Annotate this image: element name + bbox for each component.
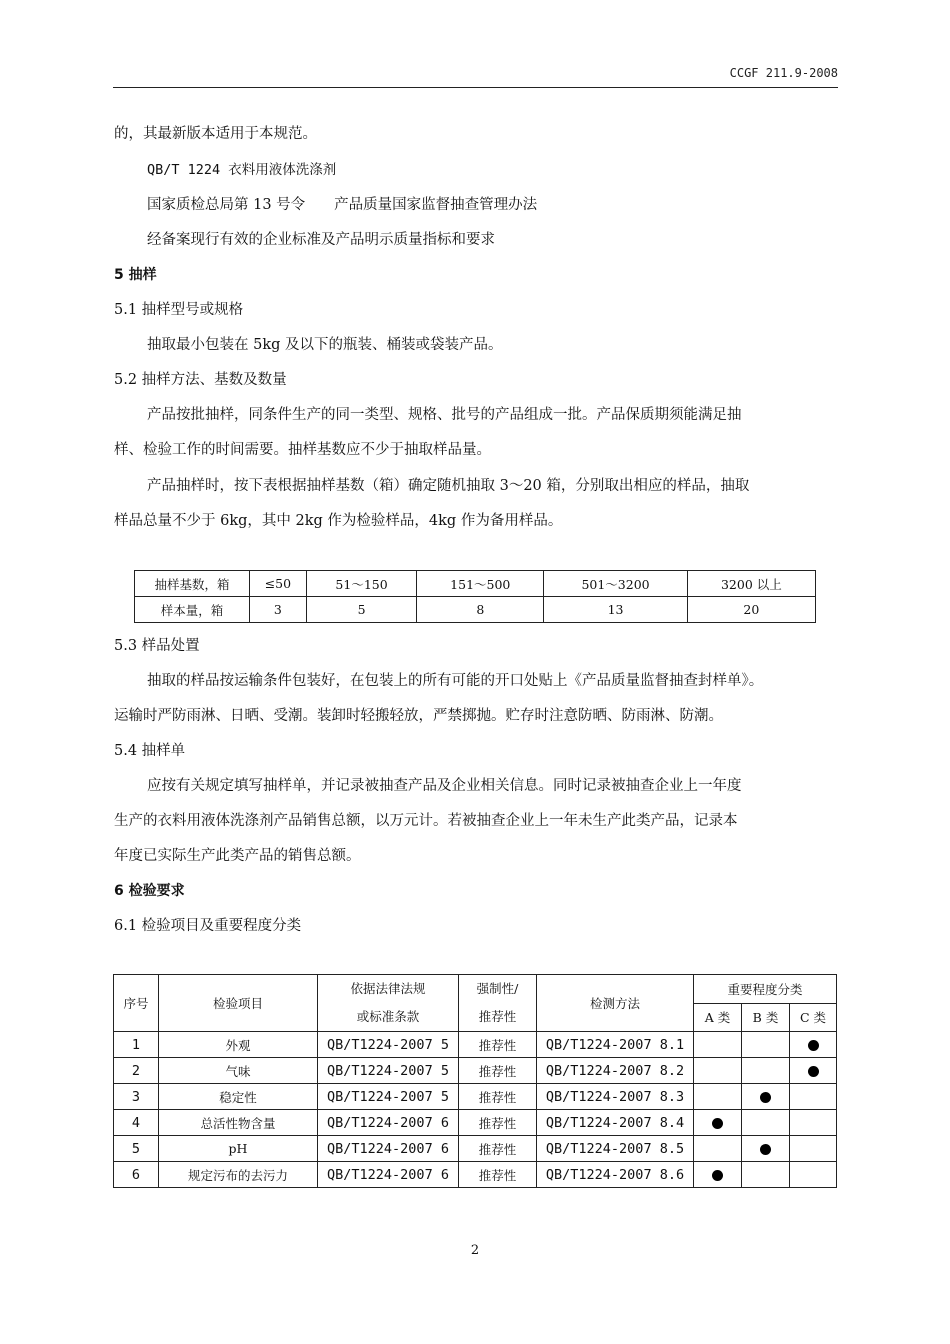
range-cell: 151～500 — [417, 571, 544, 597]
class-a-cell — [694, 1110, 742, 1136]
class-c-cell — [790, 1110, 837, 1136]
class-a-cell — [694, 1162, 742, 1188]
table-row — [135, 571, 816, 597]
class-c-cell — [790, 1032, 837, 1058]
section-5-1-text: 抽取最小包装在 5kg 及以下的瓶装、桶装或袋装产品。 — [147, 337, 503, 353]
section-5-3-heading: 5.3 样品处置 — [114, 638, 200, 654]
intro-text: 的，其最新版本适用于本规范。 — [114, 126, 317, 142]
row-no: 5 — [114, 1136, 159, 1162]
row-method: QB/T1224-2007 8.1 — [537, 1032, 694, 1058]
row-no: 3 — [114, 1084, 159, 1110]
class-b-cell — [742, 1032, 790, 1058]
sample-size-label: 样本量，箱 — [135, 597, 250, 623]
size-cell: 3 — [250, 597, 307, 623]
header-nature-line2: 推荐性 — [478, 1009, 517, 1024]
section-5-2-heading: 5.2 抽样方法、基数及数量 — [114, 372, 287, 388]
header-class-c: C 类 — [790, 1003, 837, 1032]
header-class-b: B 类 — [742, 1003, 790, 1032]
filled-circle-icon — [808, 1066, 819, 1077]
row-basis: QB/T1224-2007 6 — [318, 1136, 459, 1162]
table-row — [114, 1058, 837, 1084]
size-cell: 13 — [544, 597, 687, 623]
table-row — [114, 1084, 837, 1110]
class-b-cell — [742, 1110, 790, 1136]
section-5-3-line1: 抽取的样品按运输条件包装好，在包装上的所有可能的开口处贴上《产品质量监督抽查封样单》。 — [147, 673, 764, 689]
section-5-4-line3: 年度已实际生产此类产品的销售总额。 — [114, 848, 361, 864]
header-rule — [113, 87, 838, 88]
row-method: QB/T1224-2007 8.3 — [537, 1084, 694, 1110]
header-basis-line1: 依据法律法规 — [350, 981, 426, 996]
reference-enterprise-standard: 经备案现行有效的企业标准及产品明示质量指标和要求 — [147, 232, 495, 248]
section-5-4-line1: 应按有关规定填写抽样单，并记录被抽查产品及企业相关信息。同时记录被抽查企业上一年度 — [147, 778, 742, 794]
reference-qbt1224: QB/T 1224 衣料用液体洗涤剂 — [147, 162, 337, 178]
size-cell: 20 — [687, 597, 815, 623]
row-item: 规定污布的去污力 — [159, 1162, 318, 1188]
row-no: 2 — [114, 1058, 159, 1084]
row-basis: QB/T1224-2007 6 — [318, 1162, 459, 1188]
table-row — [114, 1162, 837, 1188]
header-basis — [318, 975, 459, 1032]
class-a-cell — [694, 1084, 742, 1110]
filled-circle-icon — [712, 1170, 723, 1181]
section-6-1-heading: 6.1 检验项目及重要程度分类 — [114, 918, 302, 934]
row-no: 1 — [114, 1032, 159, 1058]
range-cell: 501～3200 — [544, 571, 687, 597]
table-row — [114, 1032, 837, 1058]
row-method: QB/T1224-2007 8.5 — [537, 1136, 694, 1162]
row-nature: 推荐性 — [459, 1084, 537, 1110]
inspection-items-table — [113, 974, 837, 1188]
document-code: CCGF 211.9-2008 — [729, 66, 838, 80]
section-5-1-heading: 5.1 抽样型号或规格 — [114, 302, 244, 318]
class-b-cell — [742, 1058, 790, 1084]
row-item: 外观 — [159, 1032, 318, 1058]
section-6-heading: 6 检验要求 — [114, 883, 185, 899]
sample-base-label: 抽样基数，箱 — [135, 571, 250, 597]
row-method: QB/T1224-2007 8.6 — [537, 1162, 694, 1188]
filled-circle-icon — [808, 1040, 819, 1051]
header-class-a: A 类 — [694, 1003, 742, 1032]
row-item: 气味 — [159, 1058, 318, 1084]
row-no: 6 — [114, 1162, 159, 1188]
class-a-cell — [694, 1058, 742, 1084]
class-a-cell — [694, 1032, 742, 1058]
section-5-4-line2: 生产的衣料用液体洗涤剂产品销售总额，以万元计。若被抽查企业上一年未生产此类产品，记录本 — [114, 813, 738, 829]
filled-circle-icon — [712, 1118, 723, 1129]
page-number: 2 — [470, 1243, 480, 1258]
header-item: 检验项目 — [159, 975, 318, 1032]
filled-circle-icon — [760, 1092, 771, 1103]
section-5-2-para1-line2: 样、检验工作的时间需要。抽样基数应不少于抽取样品量。 — [114, 442, 491, 458]
header-no: 序号 — [114, 975, 159, 1032]
table-row — [114, 1110, 837, 1136]
inspection-rows — [114, 1032, 837, 1188]
section-5-2-para2-line2: 样品总量不少于 6kg，其中 2kg 作为检验样品，4kg 作为备用样品。 — [114, 513, 563, 529]
row-basis: QB/T1224-2007 5 — [318, 1032, 459, 1058]
row-nature: 推荐性 — [459, 1110, 537, 1136]
class-c-cell — [790, 1136, 837, 1162]
class-b-cell — [742, 1084, 790, 1110]
row-basis: QB/T1224-2007 6 — [318, 1110, 459, 1136]
class-c-cell — [790, 1162, 837, 1188]
row-basis: QB/T1224-2007 5 — [318, 1058, 459, 1084]
class-b-cell — [742, 1162, 790, 1188]
section-5-heading: 5 抽样 — [114, 267, 157, 283]
row-nature: 推荐性 — [459, 1136, 537, 1162]
section-5-2-para1-line1: 产品按批抽样，同条件生产的同一类型、规格、批号的产品组成一批。产品保质期须能满足抽 — [147, 407, 742, 423]
size-cell: 8 — [417, 597, 544, 623]
row-method: QB/T1224-2007 8.4 — [537, 1110, 694, 1136]
row-nature: 推荐性 — [459, 1162, 537, 1188]
range-cell: 3200 以上 — [687, 571, 815, 597]
header-nature-line1: 强制性/ — [476, 981, 519, 996]
row-item: pH — [159, 1136, 318, 1162]
class-b-cell — [742, 1136, 790, 1162]
table-header-row — [114, 975, 837, 1004]
row-item: 总活性物含量 — [159, 1110, 318, 1136]
section-5-2-para2-line1: 产品抽样时，按下表根据抽样基数（箱）确定随机抽取 3～20 箱，分别取出相应的样品，抽取 — [147, 478, 750, 494]
table-row — [114, 1136, 837, 1162]
range-cell: 51～150 — [306, 571, 416, 597]
table-row — [135, 597, 816, 623]
range-cell: ≤50 — [250, 571, 307, 597]
filled-circle-icon — [760, 1144, 771, 1155]
row-method: QB/T1224-2007 8.2 — [537, 1058, 694, 1084]
size-cell: 5 — [306, 597, 416, 623]
header-importance: 重要程度分类 — [694, 975, 837, 1004]
class-c-cell — [790, 1084, 837, 1110]
row-item: 稳定性 — [159, 1084, 318, 1110]
header-nature — [459, 975, 537, 1032]
class-c-cell — [790, 1058, 837, 1084]
reference-order-13: 国家质检总局第 13 号令 产品质量国家监督抽查管理办法 — [147, 197, 538, 213]
class-a-cell — [694, 1136, 742, 1162]
header-basis-line2: 或标准条款 — [356, 1009, 420, 1024]
row-nature: 推荐性 — [459, 1058, 537, 1084]
header-method: 检测方法 — [537, 975, 694, 1032]
row-nature: 推荐性 — [459, 1032, 537, 1058]
sample-size-table — [134, 570, 816, 623]
row-no: 4 — [114, 1110, 159, 1136]
row-basis: QB/T1224-2007 5 — [318, 1084, 459, 1110]
section-5-3-line2: 运输时严防雨淋、日晒、受潮。装卸时轻搬轻放，严禁掷抛。贮存时注意防晒、防雨淋、防潮。 — [114, 708, 723, 724]
section-5-4-heading: 5.4 抽样单 — [114, 743, 186, 759]
